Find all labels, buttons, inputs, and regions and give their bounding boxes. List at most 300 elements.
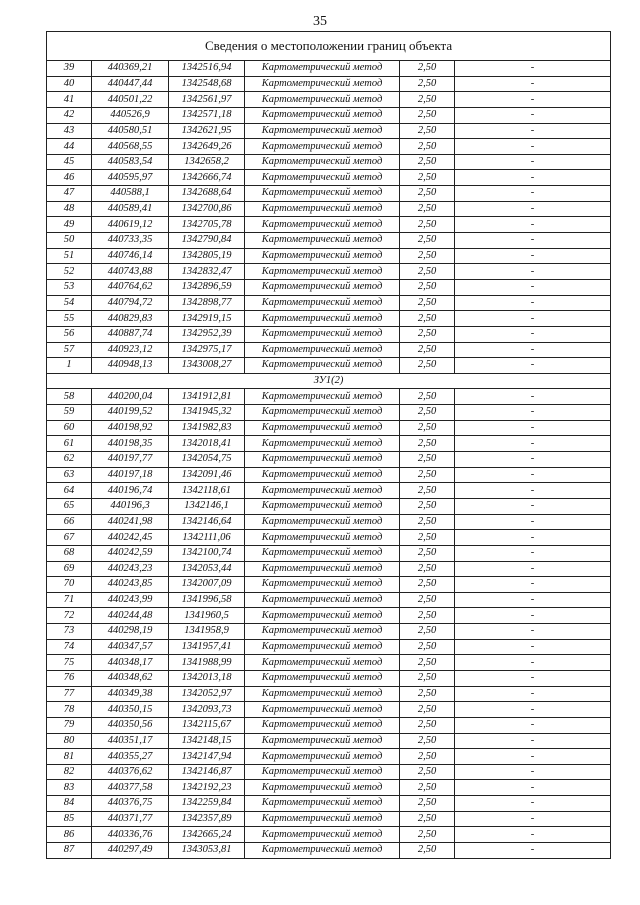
method-cell: Картометрический метод — [245, 170, 400, 186]
description-cell: - — [455, 279, 611, 295]
description-cell: - — [455, 186, 611, 202]
table-row — [47, 107, 611, 123]
x-coordinate-cell: 440588,1 — [92, 186, 169, 202]
accuracy-cell: 2,50 — [400, 655, 455, 671]
y-coordinate-cell: 1342192,23 — [169, 780, 245, 796]
table-row — [47, 608, 611, 624]
table-row — [47, 279, 611, 295]
table-row — [47, 749, 611, 765]
x-coordinate-cell: 440746,14 — [92, 248, 169, 264]
method-cell: Картометрический метод — [245, 749, 400, 765]
method-cell: Картометрический метод — [245, 452, 400, 468]
description-cell: - — [455, 811, 611, 827]
description-cell: - — [455, 342, 611, 358]
x-coordinate-cell: 440794,72 — [92, 295, 169, 311]
point-number-cell: 70 — [47, 577, 92, 593]
point-number-cell: 57 — [47, 342, 92, 358]
point-number-cell: 79 — [47, 717, 92, 733]
table-row — [47, 248, 611, 264]
table-row — [47, 764, 611, 780]
accuracy-cell: 2,50 — [400, 764, 455, 780]
x-coordinate-cell: 440580,51 — [92, 123, 169, 139]
point-number-cell: 50 — [47, 233, 92, 249]
y-coordinate-cell: 1341912,81 — [169, 389, 245, 405]
x-coordinate-cell: 440196,3 — [92, 498, 169, 514]
accuracy-cell: 2,50 — [400, 639, 455, 655]
method-cell: Картометрический метод — [245, 342, 400, 358]
y-coordinate-cell: 1341988,99 — [169, 655, 245, 671]
table-row — [47, 733, 611, 749]
y-coordinate-cell: 1342018,41 — [169, 436, 245, 452]
point-number-cell: 53 — [47, 279, 92, 295]
y-coordinate-cell: 1342093,73 — [169, 702, 245, 718]
accuracy-cell: 2,50 — [400, 780, 455, 796]
x-coordinate-cell: 440619,12 — [92, 217, 169, 233]
point-number-cell: 80 — [47, 733, 92, 749]
accuracy-cell: 2,50 — [400, 139, 455, 155]
accuracy-cell: 2,50 — [400, 827, 455, 843]
description-cell: - — [455, 686, 611, 702]
x-coordinate-cell: 440829,83 — [92, 311, 169, 327]
y-coordinate-cell: 1342790,84 — [169, 233, 245, 249]
method-cell: Картометрический метод — [245, 248, 400, 264]
accuracy-cell: 2,50 — [400, 733, 455, 749]
method-cell: Картометрический метод — [245, 154, 400, 170]
point-number-cell: 49 — [47, 217, 92, 233]
method-cell: Картометрический метод — [245, 389, 400, 405]
y-coordinate-cell: 1342898,77 — [169, 295, 245, 311]
table-row — [47, 702, 611, 718]
x-coordinate-cell: 440447,44 — [92, 76, 169, 92]
point-number-cell: 43 — [47, 123, 92, 139]
table-row — [47, 467, 611, 483]
description-cell: - — [455, 467, 611, 483]
accuracy-cell: 2,50 — [400, 233, 455, 249]
table-row — [47, 514, 611, 530]
x-coordinate-cell: 440923,12 — [92, 342, 169, 358]
point-number-cell: 65 — [47, 498, 92, 514]
y-coordinate-cell: 1342621,95 — [169, 123, 245, 139]
y-coordinate-cell: 1342666,74 — [169, 170, 245, 186]
point-number-cell: 63 — [47, 467, 92, 483]
table-row — [47, 592, 611, 608]
y-coordinate-cell: 1342053,44 — [169, 561, 245, 577]
y-coordinate-cell: 1342658,2 — [169, 154, 245, 170]
method-cell: Картометрический метод — [245, 764, 400, 780]
table-row — [47, 639, 611, 655]
y-coordinate-cell: 1342832,47 — [169, 264, 245, 280]
table-row — [47, 61, 611, 77]
y-coordinate-cell: 1342357,89 — [169, 811, 245, 827]
method-cell: Картометрический метод — [245, 201, 400, 217]
method-cell: Картометрический метод — [245, 530, 400, 546]
table-row — [47, 452, 611, 468]
x-coordinate-cell: 440583,54 — [92, 154, 169, 170]
x-coordinate-cell: 440348,17 — [92, 655, 169, 671]
y-coordinate-cell: 1343053,81 — [169, 843, 245, 859]
point-number-cell: 55 — [47, 311, 92, 327]
y-coordinate-cell: 1343008,27 — [169, 358, 245, 374]
y-coordinate-cell: 1342146,1 — [169, 498, 245, 514]
accuracy-cell: 2,50 — [400, 686, 455, 702]
y-coordinate-cell: 1341945,32 — [169, 405, 245, 421]
point-number-cell: 69 — [47, 561, 92, 577]
table-row — [47, 843, 611, 859]
y-coordinate-cell: 1342052,97 — [169, 686, 245, 702]
y-coordinate-cell: 1341958,9 — [169, 624, 245, 640]
description-cell: - — [455, 498, 611, 514]
y-coordinate-cell: 1342561,97 — [169, 92, 245, 108]
method-cell: Картометрический метод — [245, 436, 400, 452]
y-coordinate-cell: 1342705,78 — [169, 217, 245, 233]
point-number-cell: 67 — [47, 530, 92, 546]
accuracy-cell: 2,50 — [400, 483, 455, 499]
method-cell: Картометрический метод — [245, 405, 400, 421]
accuracy-cell: 2,50 — [400, 61, 455, 77]
table-row — [47, 498, 611, 514]
description-cell: - — [455, 154, 611, 170]
table-row — [47, 342, 611, 358]
y-coordinate-cell: 1342952,39 — [169, 326, 245, 342]
accuracy-cell: 2,50 — [400, 624, 455, 640]
accuracy-cell: 2,50 — [400, 248, 455, 264]
method-cell: Картометрический метод — [245, 61, 400, 77]
x-coordinate-cell: 440348,62 — [92, 670, 169, 686]
description-cell: - — [455, 717, 611, 733]
y-coordinate-cell: 1342054,75 — [169, 452, 245, 468]
x-coordinate-cell: 440199,52 — [92, 405, 169, 421]
accuracy-cell: 2,50 — [400, 326, 455, 342]
point-number-cell: 64 — [47, 483, 92, 499]
x-coordinate-cell: 440336,76 — [92, 827, 169, 843]
table-row — [47, 201, 611, 217]
description-cell: - — [455, 624, 611, 640]
method-cell: Картометрический метод — [245, 233, 400, 249]
x-coordinate-cell: 440244,48 — [92, 608, 169, 624]
y-coordinate-cell: 1342688,64 — [169, 186, 245, 202]
accuracy-cell: 2,50 — [400, 76, 455, 92]
accuracy-cell: 2,50 — [400, 498, 455, 514]
accuracy-cell: 2,50 — [400, 107, 455, 123]
x-coordinate-cell: 440243,85 — [92, 577, 169, 593]
table-row — [47, 92, 611, 108]
accuracy-cell: 2,50 — [400, 514, 455, 530]
accuracy-cell: 2,50 — [400, 452, 455, 468]
description-cell: - — [455, 530, 611, 546]
description-cell: - — [455, 92, 611, 108]
y-coordinate-cell: 1341982,83 — [169, 420, 245, 436]
y-coordinate-cell: 1342548,68 — [169, 76, 245, 92]
point-number-cell: 86 — [47, 827, 92, 843]
method-cell: Картометрический метод — [245, 326, 400, 342]
y-coordinate-cell: 1342146,87 — [169, 764, 245, 780]
accuracy-cell: 2,50 — [400, 467, 455, 483]
y-coordinate-cell: 1342896,59 — [169, 279, 245, 295]
y-coordinate-cell: 1342665,24 — [169, 827, 245, 843]
table-row — [47, 170, 611, 186]
point-number-cell: 59 — [47, 405, 92, 421]
y-coordinate-cell: 1342111,06 — [169, 530, 245, 546]
accuracy-cell: 2,50 — [400, 436, 455, 452]
description-cell: - — [455, 655, 611, 671]
description-cell: - — [455, 639, 611, 655]
accuracy-cell: 2,50 — [400, 811, 455, 827]
y-coordinate-cell: 1342649,26 — [169, 139, 245, 155]
accuracy-cell: 2,50 — [400, 123, 455, 139]
x-coordinate-cell: 440733,35 — [92, 233, 169, 249]
method-cell: Картометрический метод — [245, 483, 400, 499]
accuracy-cell: 2,50 — [400, 358, 455, 374]
method-cell: Картометрический метод — [245, 811, 400, 827]
description-cell: - — [455, 670, 611, 686]
description-cell: - — [455, 311, 611, 327]
table-row — [47, 577, 611, 593]
x-coordinate-cell: 440197,18 — [92, 467, 169, 483]
x-coordinate-cell: 440298,19 — [92, 624, 169, 640]
method-cell: Картометрический метод — [245, 686, 400, 702]
table-row — [47, 405, 611, 421]
table-row — [47, 780, 611, 796]
method-cell: Картометрический метод — [245, 624, 400, 640]
y-coordinate-cell: 1342118,61 — [169, 483, 245, 499]
x-coordinate-cell: 440568,55 — [92, 139, 169, 155]
y-coordinate-cell: 1342148,15 — [169, 733, 245, 749]
table-row — [47, 545, 611, 561]
y-coordinate-cell: 1342091,46 — [169, 467, 245, 483]
method-cell: Картометрический метод — [245, 123, 400, 139]
x-coordinate-cell: 440595,97 — [92, 170, 169, 186]
table-row — [47, 389, 611, 405]
point-number-cell: 56 — [47, 326, 92, 342]
table-row — [47, 311, 611, 327]
table-row — [47, 717, 611, 733]
point-number-cell: 40 — [47, 76, 92, 92]
accuracy-cell: 2,50 — [400, 405, 455, 421]
description-cell: - — [455, 749, 611, 765]
description-cell: - — [455, 452, 611, 468]
point-number-cell: 61 — [47, 436, 92, 452]
table-row — [47, 233, 611, 249]
method-cell: Картометрический метод — [245, 358, 400, 374]
point-number-cell: 47 — [47, 186, 92, 202]
section-row — [47, 373, 611, 389]
accuracy-cell: 2,50 — [400, 530, 455, 546]
table-row — [47, 186, 611, 202]
boundary-coordinates-table — [46, 31, 611, 859]
x-coordinate-cell: 440369,21 — [92, 61, 169, 77]
point-number-cell: 83 — [47, 780, 92, 796]
description-cell: - — [455, 217, 611, 233]
accuracy-cell: 2,50 — [400, 592, 455, 608]
description-cell: - — [455, 561, 611, 577]
point-number-cell: 54 — [47, 295, 92, 311]
x-coordinate-cell: 440589,41 — [92, 201, 169, 217]
accuracy-cell: 2,50 — [400, 749, 455, 765]
point-number-cell: 74 — [47, 639, 92, 655]
y-coordinate-cell: 1342100,74 — [169, 545, 245, 561]
point-number-cell: 46 — [47, 170, 92, 186]
y-coordinate-cell: 1342115,67 — [169, 717, 245, 733]
point-number-cell: 82 — [47, 764, 92, 780]
method-cell: Картометрический метод — [245, 92, 400, 108]
table-row — [47, 796, 611, 812]
point-number-cell: 58 — [47, 389, 92, 405]
accuracy-cell: 2,50 — [400, 608, 455, 624]
y-coordinate-cell: 1342516,94 — [169, 61, 245, 77]
y-coordinate-cell: 1342146,64 — [169, 514, 245, 530]
table-row — [47, 827, 611, 843]
method-cell: Картометрический метод — [245, 186, 400, 202]
accuracy-cell: 2,50 — [400, 389, 455, 405]
point-number-cell: 84 — [47, 796, 92, 812]
point-number-cell: 42 — [47, 107, 92, 123]
accuracy-cell: 2,50 — [400, 264, 455, 280]
accuracy-cell: 2,50 — [400, 92, 455, 108]
x-coordinate-cell: 440241,98 — [92, 514, 169, 530]
point-number-cell: 78 — [47, 702, 92, 718]
y-coordinate-cell: 1342147,94 — [169, 749, 245, 765]
section-label: ЗУ1(2) — [47, 373, 611, 389]
method-cell: Картометрический метод — [245, 796, 400, 812]
accuracy-cell: 2,50 — [400, 154, 455, 170]
accuracy-cell: 2,50 — [400, 420, 455, 436]
method-cell: Картометрический метод — [245, 295, 400, 311]
table-row — [47, 295, 611, 311]
x-coordinate-cell: 440376,75 — [92, 796, 169, 812]
description-cell: - — [455, 76, 611, 92]
accuracy-cell: 2,50 — [400, 342, 455, 358]
accuracy-cell: 2,50 — [400, 279, 455, 295]
accuracy-cell: 2,50 — [400, 295, 455, 311]
description-cell: - — [455, 577, 611, 593]
y-coordinate-cell: 1342007,09 — [169, 577, 245, 593]
x-coordinate-cell: 440196,74 — [92, 483, 169, 499]
table-title-row — [47, 32, 611, 61]
point-number-cell: 45 — [47, 154, 92, 170]
x-coordinate-cell: 440355,27 — [92, 749, 169, 765]
point-number-cell: 76 — [47, 670, 92, 686]
description-cell: - — [455, 592, 611, 608]
table-row — [47, 420, 611, 436]
x-coordinate-cell: 440371,77 — [92, 811, 169, 827]
table-row — [47, 154, 611, 170]
point-number-cell: 73 — [47, 624, 92, 640]
y-coordinate-cell: 1342259,84 — [169, 796, 245, 812]
method-cell: Картометрический метод — [245, 780, 400, 796]
x-coordinate-cell: 440349,38 — [92, 686, 169, 702]
x-coordinate-cell: 440243,99 — [92, 592, 169, 608]
method-cell: Картометрический метод — [245, 655, 400, 671]
x-coordinate-cell: 440242,59 — [92, 545, 169, 561]
table-row — [47, 483, 611, 499]
x-coordinate-cell: 440350,15 — [92, 702, 169, 718]
point-number-cell: 68 — [47, 545, 92, 561]
accuracy-cell: 2,50 — [400, 217, 455, 233]
point-number-cell: 62 — [47, 452, 92, 468]
x-coordinate-cell: 440351,17 — [92, 733, 169, 749]
description-cell: - — [455, 248, 611, 264]
accuracy-cell: 2,50 — [400, 561, 455, 577]
table-row — [47, 811, 611, 827]
method-cell: Картометрический метод — [245, 498, 400, 514]
table-row — [47, 436, 611, 452]
y-coordinate-cell: 1341957,41 — [169, 639, 245, 655]
description-cell: - — [455, 358, 611, 374]
table-row — [47, 76, 611, 92]
table-body — [47, 32, 611, 859]
method-cell: Картометрический метод — [245, 592, 400, 608]
description-cell: - — [455, 201, 611, 217]
x-coordinate-cell: 440377,58 — [92, 780, 169, 796]
description-cell: - — [455, 405, 611, 421]
description-cell: - — [455, 733, 611, 749]
accuracy-cell: 2,50 — [400, 577, 455, 593]
method-cell: Картометрический метод — [245, 843, 400, 859]
y-coordinate-cell: 1342919,15 — [169, 311, 245, 327]
point-number-cell: 75 — [47, 655, 92, 671]
point-number-cell: 85 — [47, 811, 92, 827]
accuracy-cell: 2,50 — [400, 311, 455, 327]
description-cell: - — [455, 436, 611, 452]
table-row — [47, 670, 611, 686]
table-row — [47, 326, 611, 342]
description-cell: - — [455, 796, 611, 812]
y-coordinate-cell: 1342700,86 — [169, 201, 245, 217]
description-cell: - — [455, 843, 611, 859]
point-number-cell: 1 — [47, 358, 92, 374]
x-coordinate-cell: 440501,22 — [92, 92, 169, 108]
accuracy-cell: 2,50 — [400, 186, 455, 202]
x-coordinate-cell: 440242,45 — [92, 530, 169, 546]
table-row — [47, 358, 611, 374]
description-cell: - — [455, 233, 611, 249]
method-cell: Картометрический метод — [245, 139, 400, 155]
y-coordinate-cell: 1341996,58 — [169, 592, 245, 608]
method-cell: Картометрический метод — [245, 107, 400, 123]
method-cell: Картометрический метод — [245, 420, 400, 436]
point-number-cell: 87 — [47, 843, 92, 859]
description-cell: - — [455, 264, 611, 280]
accuracy-cell: 2,50 — [400, 201, 455, 217]
description-cell: - — [455, 764, 611, 780]
point-number-cell: 77 — [47, 686, 92, 702]
table-title: Сведения о местоположении границ объекта — [47, 32, 611, 61]
boundary-table-wrapper — [46, 31, 610, 859]
description-cell: - — [455, 827, 611, 843]
method-cell: Картометрический метод — [245, 467, 400, 483]
description-cell: - — [455, 780, 611, 796]
x-coordinate-cell: 440197,77 — [92, 452, 169, 468]
method-cell: Картометрический метод — [245, 608, 400, 624]
description-cell: - — [455, 326, 611, 342]
method-cell: Картометрический метод — [245, 639, 400, 655]
table-row — [47, 624, 611, 640]
method-cell: Картометрический метод — [245, 279, 400, 295]
point-number-cell: 51 — [47, 248, 92, 264]
x-coordinate-cell: 440243,23 — [92, 561, 169, 577]
accuracy-cell: 2,50 — [400, 717, 455, 733]
page-number: 35 — [313, 14, 327, 29]
point-number-cell: 81 — [47, 749, 92, 765]
description-cell: - — [455, 514, 611, 530]
description-cell: - — [455, 107, 611, 123]
table-row — [47, 561, 611, 577]
x-coordinate-cell: 440743,88 — [92, 264, 169, 280]
y-coordinate-cell: 1342975,17 — [169, 342, 245, 358]
method-cell: Картометрический метод — [245, 670, 400, 686]
description-cell: - — [455, 483, 611, 499]
x-coordinate-cell: 440198,35 — [92, 436, 169, 452]
